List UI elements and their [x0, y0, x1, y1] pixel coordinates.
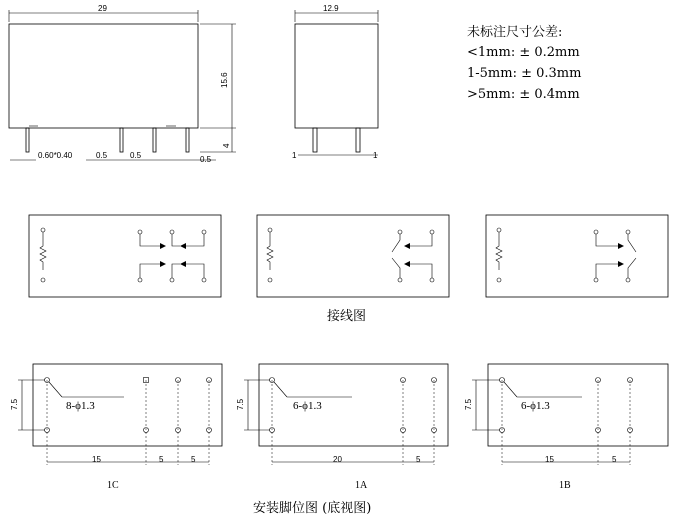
footprint-1a-dim-2: 5 [416, 455, 421, 464]
footprint-1b-name: 1B [559, 480, 571, 491]
footprint-1a-height: 7.5 [236, 398, 245, 410]
pin [186, 128, 189, 152]
pin [313, 128, 317, 152]
pin [120, 128, 123, 152]
wiring-caption: 接线图 [327, 309, 367, 324]
tolerance-line-2: 1-5mm: ± 0.3mm [467, 66, 582, 81]
pin [356, 128, 360, 152]
footprint-caption: 安装脚位图 (底视图) [253, 501, 372, 516]
coil-icon [496, 232, 502, 270]
front-width-label: 29 [98, 4, 107, 13]
footprint-1a-name: 1A [355, 480, 368, 491]
footprint-1c-height: 7.5 [10, 398, 19, 410]
footprint-1b [464, 364, 668, 491]
footprint-1c [10, 364, 222, 491]
side-view [292, 4, 378, 160]
pin-gap-b-label: 0.5 [130, 151, 142, 160]
footprint-1c-dim-2: 5 [159, 455, 164, 464]
footprint-1a-holes: 6-ϕ1.3 [293, 400, 322, 412]
tolerance-title: 未标注尺寸公差: [467, 25, 563, 40]
front-height-label: 15.6 [220, 72, 229, 88]
footprint-1b-height: 7.5 [464, 398, 473, 410]
footprint-1c-dim-1: 15 [92, 455, 101, 464]
footprint-1b-dim-1: 15 [545, 455, 554, 464]
footprint-1b-holes: 6-ϕ1.3 [521, 400, 550, 412]
footprint-1c-dim-3: 5 [191, 455, 196, 464]
wiring-diagram-1a [257, 215, 449, 297]
pin [26, 128, 29, 152]
footprint-1a [236, 364, 448, 491]
front-pins [26, 126, 189, 152]
pin-size-label: 0.60*0.40 [38, 151, 73, 160]
pin-gap-c-label: 0.5 [200, 155, 212, 164]
side-width-label: 12.9 [323, 4, 339, 13]
pin-gap-a-label: 0.5 [96, 151, 108, 160]
tolerance-note [467, 24, 581, 102]
coil-icon [40, 232, 46, 270]
side-right-pin-label: 1 [373, 151, 378, 160]
side-view-body [295, 24, 378, 128]
coil-icon [267, 232, 273, 270]
footprint-1a-dim-1: 20 [333, 455, 342, 464]
front-view-body [9, 24, 198, 128]
tolerance-line-1: <1mm: ± 0.2mm [467, 45, 580, 60]
side-left-pin-label: 1 [292, 151, 297, 160]
wiring-diagram-1c [29, 215, 221, 297]
footprint-1b-dim-2: 5 [612, 455, 617, 464]
wiring-diagram-1b [486, 215, 668, 297]
tolerance-line-3: >5mm: ± 0.4mm [467, 87, 580, 102]
pin [153, 128, 156, 152]
front-view [9, 4, 236, 164]
footprint-1c-name: 1C [107, 480, 119, 491]
footprint-1c-holes: 8-ϕ1.3 [66, 400, 95, 412]
pin-length-label: 4 [222, 143, 231, 148]
